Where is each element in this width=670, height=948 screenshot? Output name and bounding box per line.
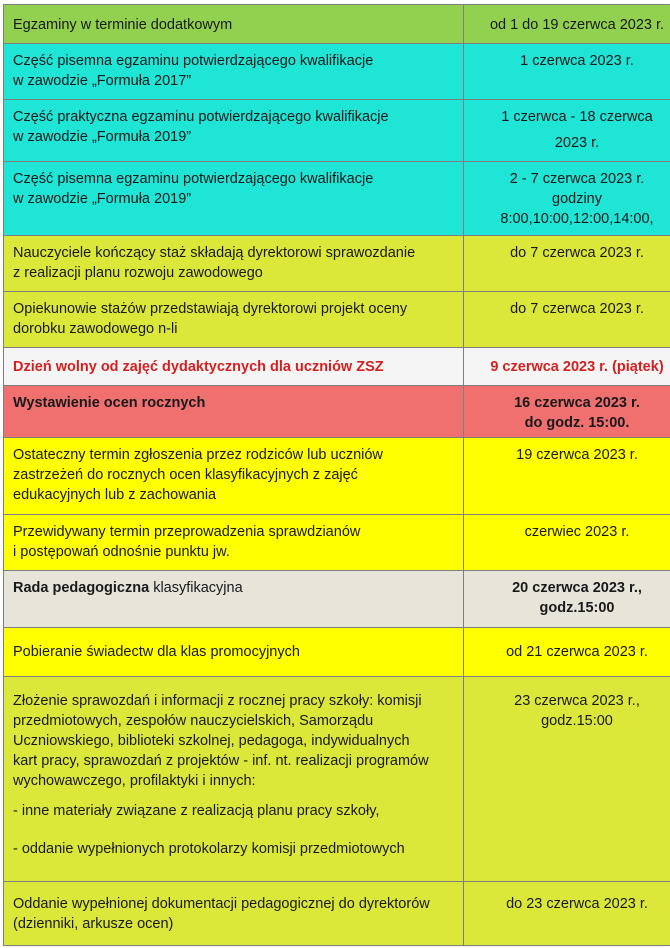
task-cell: Złożenie sprawozdań i informacji z rocznej pracy szkoły: komisji przedmiotowych, zespołów nauczycielskich, Samorządu Uczniowskiego, biblioteki szkolnej, pedagoga, indywidualnych kart pracy, sprawozdań z projektów - inf. nt. realizacji programów wychowawczego, profilaktyki i innych: - inne materiały związane z realizacją planu pracy szkoły, - oddanie wypełnionych protokolarzy komisji przedmiotowych (4, 677, 464, 882)
date-cell: 23 czerwca 2023 r., godz.15:00 (464, 677, 670, 882)
task-cell: Dzień wolny od zajęć dydaktycznych dla uczniów ZSZ (4, 348, 464, 386)
table-row (4, 677, 670, 882)
schedule-table (3, 4, 670, 946)
date-cell: 1 czerwca - 18 czerwca 2023 r. (464, 100, 670, 162)
schedule-frame (3, 4, 663, 941)
table-row (4, 44, 670, 100)
date-cell: do 7 czerwca 2023 r. (464, 292, 670, 348)
task-cell: Egzaminy w terminie dodatkowym (4, 5, 464, 44)
table-row (4, 236, 670, 292)
table-row (4, 882, 670, 946)
table-row (4, 628, 670, 677)
task-cell: Pobieranie świadectw dla klas promocyjnych (4, 628, 464, 677)
table-row (4, 348, 670, 386)
table-row (4, 438, 670, 515)
table-row (4, 100, 670, 162)
task-cell: Część pisemna egzaminu potwierdzającego kwalifikacje w zawodzie „Formuła 2019” (4, 162, 464, 236)
table-row (4, 292, 670, 348)
task-cell: Wystawienie ocen rocznych (4, 386, 464, 438)
date-cell: do 23 czerwca 2023 r. (464, 882, 670, 946)
date-cell: 19 czerwca 2023 r. (464, 438, 670, 515)
date-cell: od 1 do 19 czerwca 2023 r. (464, 5, 670, 44)
task-cell: Przewidywany termin przeprowadzenia sprawdzianów i postępowań odnośnie punktu jw. (4, 515, 464, 571)
table-row (4, 571, 670, 628)
task-cell: Oddanie wypełnionej dokumentacji pedagogicznej do dyrektorów (dzienniki, arkusze ocen) (4, 882, 464, 946)
task-cell: Rada pedagogiczna klasyfikacyjna (4, 571, 464, 628)
date-cell: 16 czerwca 2023 r. do godz. 15:00. (464, 386, 670, 438)
date-cell: 2 - 7 czerwca 2023 r. godziny 8:00,10:00,12:00,14:00, (464, 162, 670, 236)
table-row (4, 162, 670, 236)
date-cell: do 7 czerwca 2023 r. (464, 236, 670, 292)
table-row (4, 515, 670, 571)
table-row (4, 386, 670, 438)
date-cell: 20 czerwca 2023 r., godz.15:00 (464, 571, 670, 628)
task-cell: Część pisemna egzaminu potwierdzającego kwalifikacje w zawodzie „Formuła 2017” (4, 44, 464, 100)
table-row (4, 5, 670, 44)
date-cell: 9 czerwca 2023 r. (piątek) (464, 348, 670, 386)
date-cell: od 21 czerwca 2023 r. (464, 628, 670, 677)
task-cell: Część praktyczna egzaminu potwierdzającego kwalifikacje w zawodzie „Formuła 2019” (4, 100, 464, 162)
task-cell: Ostateczny termin zgłoszenia przez rodziców lub uczniów zastrzeżeń do rocznych ocen klasyfikacyjnych z zajęć edukacyjnych lub z zachowania (4, 438, 464, 515)
date-cell: 1 czerwca 2023 r. (464, 44, 670, 100)
date-cell: czerwiec 2023 r. (464, 515, 670, 571)
task-cell: Opiekunowie stażów przedstawiają dyrektorowi projekt oceny dorobku zawodowego n-li (4, 292, 464, 348)
task-cell: Nauczyciele kończący staż składają dyrektorowi sprawozdanie z realizacji planu rozwoju zawodowego (4, 236, 464, 292)
